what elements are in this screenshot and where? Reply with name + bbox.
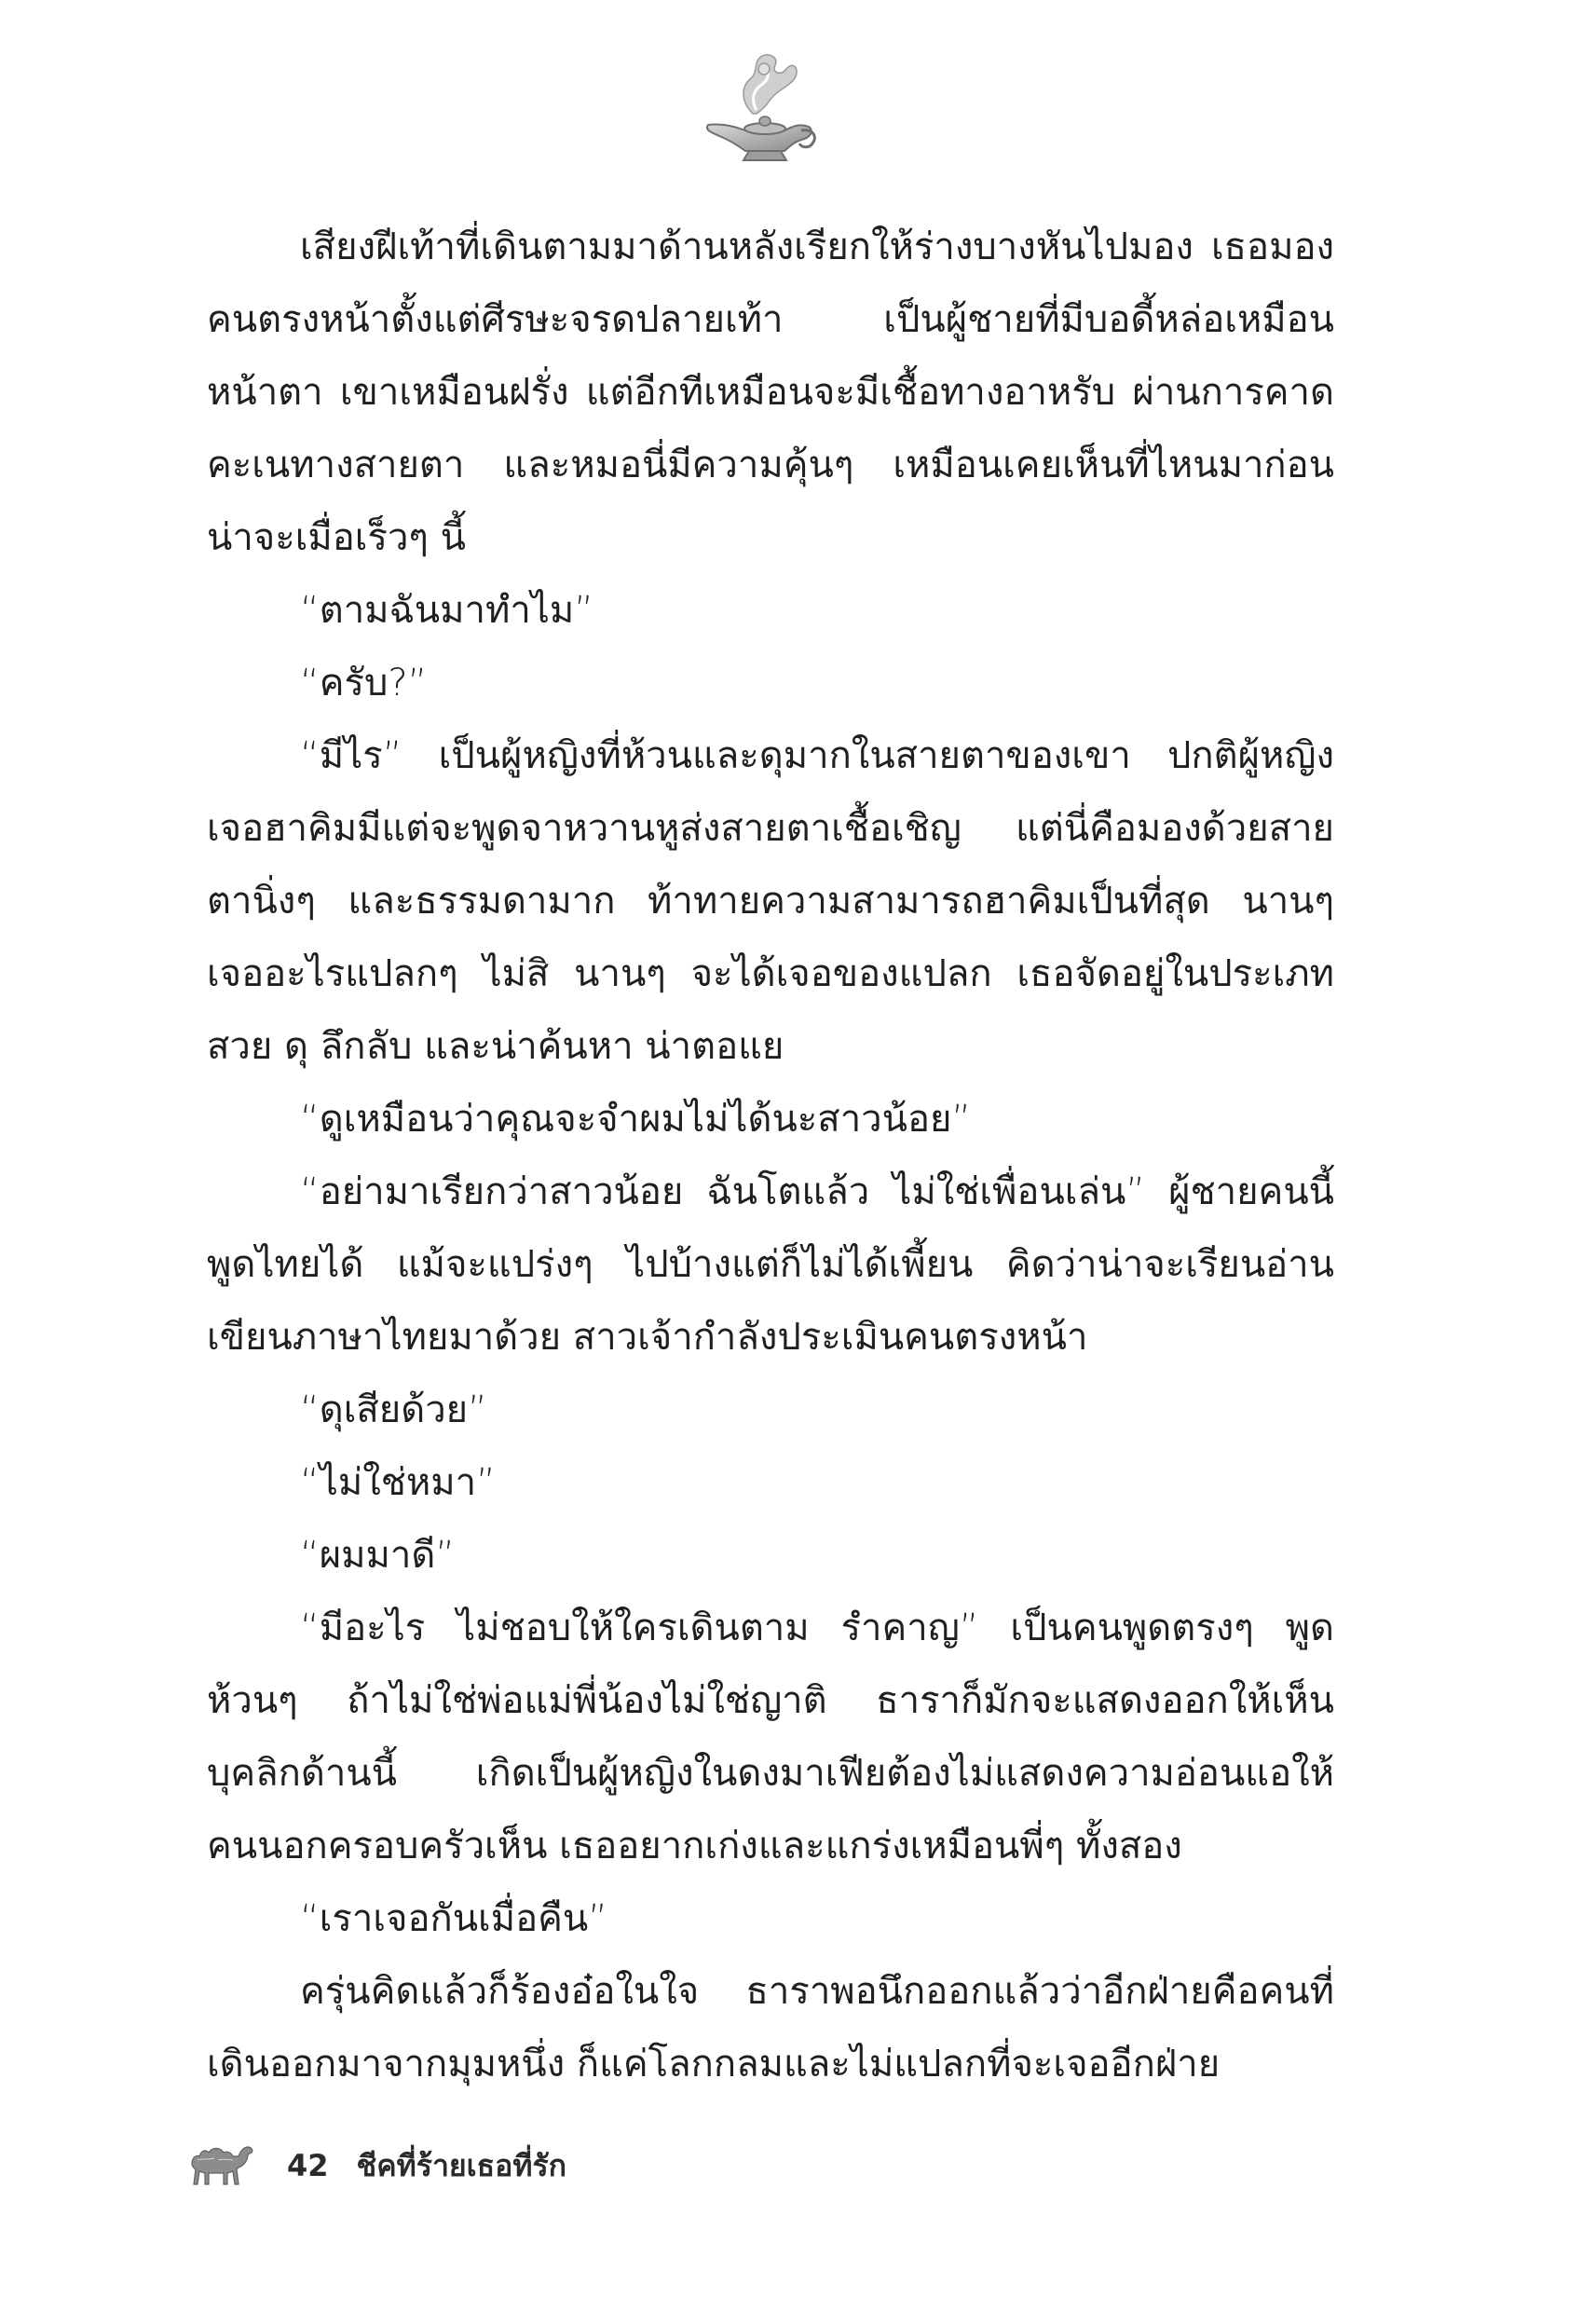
body-text: [207, 211, 1334, 2100]
page-number: 42: [287, 2148, 329, 2183]
paragraph: ครุ่นคิดแล้วก็ร้องอ๋อในใจ ธาราพอนึกออกแล้วว่าอีกฝ่ายคือคนที่เดินออกมาจากมุมหนึ่ง ก็แค่โลกกลมและไม่แปลกที่จะเจออีกฝ่าย: [207, 1970, 1334, 2085]
camel-icon: [186, 2140, 257, 2192]
page-footer: [186, 2138, 566, 2194]
paragraph: เสียงฝีเท้าที่เดินตามมาด้านหลังเรียกให้ร่างบางหันไปมอง เธอมองคนตรงหน้าตั้งแต่ศีรษะจรดปลายเท้า เป็นผู้ชายที่มีบอดี้หล่อเหมือนหน้าตา เขาเหมือนฝรั่ง แต่อีกทีเหมือนจะมีเชื้อทางอาหรับ ผ่านการคาดคะเนทางสายตา และหมอนี่มีความคุ้นๆ เหมือนเคยเห็นที่ไหนมาก่อน น่าจะเมื่อเร็วๆ นี้: [207, 226, 1334, 559]
book-title: ชีคที่ร้ายเธอที่รัก: [356, 2147, 566, 2183]
paragraph: “อย่ามาเรียกว่าสาวน้อย ฉันโตแล้ว ไม่ใช่เพื่อนเล่น” ผู้ชายคนนี้พูดไทยได้ แม้จะแปร่งๆ ไปบ้างแต่ก็ไม่ได้เพี้ยน คิดว่าน่าจะเรียนอ่านเขียนภาษาไทยมาด้วย สาวเจ้ากำลังประเมินคนตรงหน้า: [207, 1170, 1334, 1359]
paragraph: “ดุเสียด้วย”: [300, 1388, 487, 1431]
paragraph: “มีไร” เป็นผู้หญิงที่ห้วนและดุมากในสายตาของเขา ปกติผู้หญิงเจอฮาคิมมีแต่จะพูดจาหวานหูส่งสายตาเชื้อเชิญ แต่นี่คือมองด้วยสายตานิ่งๆ และธรรมดามาก ท้าทายความสามารถฮาคิมเป็นที่สุด นานๆ เจออะไรแปลกๆ ไม่สิ นานๆ จะได้เจอของแปลก เธอจัดอยู่ในประเภทสวย ดุ ลึกลับ และน่าค้นหา น่าตอแย: [207, 734, 1334, 1068]
genie-lamp-icon: [695, 48, 820, 168]
paragraph: “ผมมาดี”: [300, 1534, 456, 1577]
paragraph: “ไม่ใช่หมา”: [300, 1461, 496, 1504]
paragraph: “ครับ?”: [300, 662, 428, 704]
paragraph: “มีอะไร ไม่ชอบให้ใครเดินตาม รำคาญ” เป็นคนพูดตรงๆ พูดห้วนๆ ถ้าไม่ใช่พ่อแม่พี่น้องไม่ใช่ญาติ ธาราก็มักจะแสดงออกให้เห็นบุคลิกด้านนี้ เกิดเป็นผู้หญิงในดงมาเฟียต้องไม่แสดงความอ่อนแอให้คนนอกครอบครัวเห็น เธออยากเก่งและแกร่งเหมือนพี่ๆ ทั้งสอง: [207, 1607, 1334, 1867]
paragraph: “เราเจอกันเมื่อคืน”: [300, 1897, 607, 1940]
paragraph: “ตามฉันมาทำไม”: [300, 589, 593, 632]
paragraph: “ดูเหมือนว่าคุณจะจำผมไม่ได้นะสาวน้อย”: [300, 1098, 972, 1141]
